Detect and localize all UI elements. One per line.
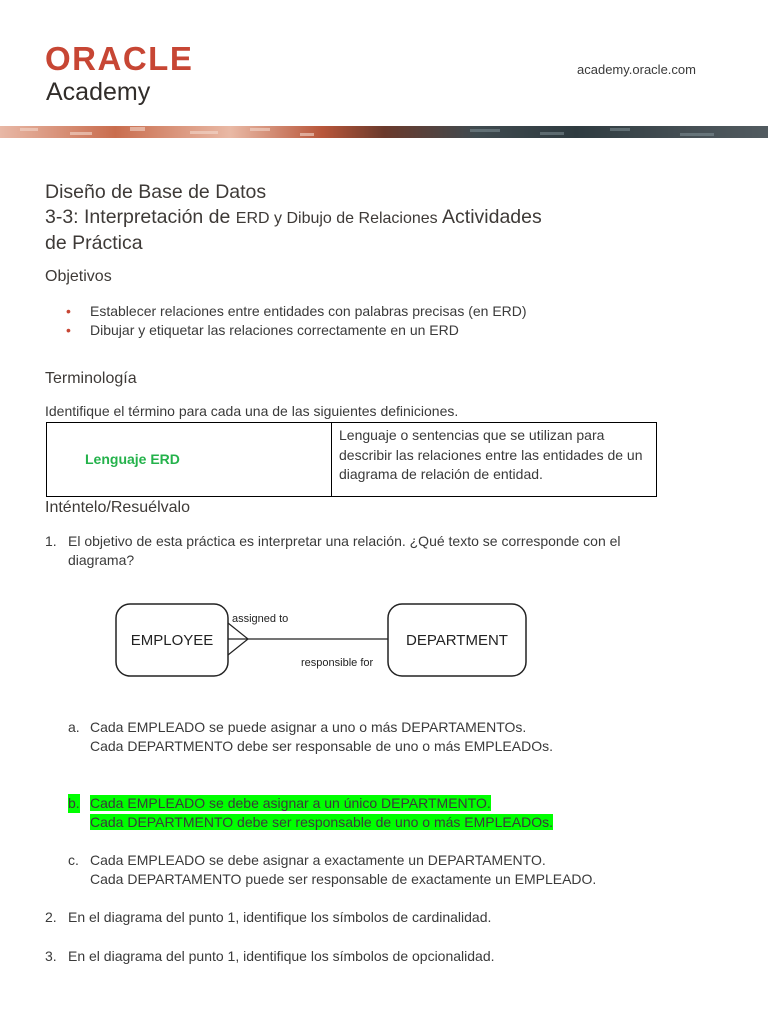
option-c-line1: Cada EMPLEADO se debe asignar a exactamente un DEPARTAMENTO.: [90, 852, 546, 868]
term-answer: Lenguaje ERD: [85, 451, 180, 467]
question-number: 1.: [45, 533, 57, 549]
objectives-heading: Objetivos: [45, 268, 112, 285]
question-2-text: En el diagrama del punto 1, identifique los símbolos de cardinalidad.: [68, 909, 492, 925]
document-title: [45, 180, 605, 256]
option-b-line2: Cada DEPARTMENTO debe ser responsable de uno o más EMPLEADOs.: [90, 814, 553, 830]
crows-foot-icon: [228, 639, 248, 655]
decorative-banner: [0, 126, 768, 138]
terminology-instruction: Identifique el término para cada una de las siguientes definiciones.: [45, 403, 459, 419]
objective-item: [66, 321, 527, 340]
bullet-icon: •: [66, 303, 71, 319]
question-3-text: En el diagrama del punto 1, identifique los símbolos de opcionalidad.: [68, 948, 495, 964]
terminology-table: [46, 422, 657, 497]
objective-text: Dibujar y etiquetar las relaciones correctamente en un ERD: [90, 322, 459, 338]
crows-foot-icon: [228, 623, 248, 639]
option-a[interactable]: [90, 718, 553, 756]
employee-entity-label: EMPLOYEE: [130, 632, 214, 649]
option-c[interactable]: [90, 851, 596, 889]
lesson-title-prefix: 3-3: Interpretación de: [45, 206, 236, 228]
option-b-selected[interactable]: [90, 794, 553, 832]
bullet-icon: •: [66, 322, 71, 338]
lesson-title-line2: de Práctica: [45, 232, 143, 254]
option-a-line1: Cada EMPLEADO se puede asignar a uno o más DEPARTAMENTOs.: [90, 719, 527, 735]
department-entity-label: DEPARTMENT: [406, 632, 508, 649]
relationship-label-top: assigned to: [232, 613, 289, 625]
objectives-list: [66, 302, 527, 340]
course-title: Diseño de Base de Datos: [45, 181, 267, 203]
question-number: 2.: [45, 909, 57, 925]
relationship-label-bottom: responsible for: [301, 657, 374, 669]
practice-heading: Inténtelo/Resuélvalo: [45, 499, 190, 516]
lesson-title-suffix: Actividades: [437, 206, 542, 228]
term-definition: Lenguaje o sentencias que se utilizan para describir las relaciones entre las entidades de un diagrama de relación de entidad.: [339, 427, 643, 482]
erd-diagram: [110, 598, 540, 688]
option-letter: b.: [68, 795, 80, 811]
option-letter: a.: [68, 719, 80, 735]
option-b-line1: Cada EMPLEADO se debe asignar a un único DEPARTMENTO.: [90, 795, 491, 811]
term-cell[interactable]: [47, 423, 332, 496]
lesson-title-erd: ERD y Dibujo de Relaciones: [235, 210, 438, 227]
oracle-logo: ORACLE: [45, 40, 194, 77]
question-number: 3.: [45, 948, 57, 964]
option-a-line2: Cada DEPARTMENTO debe ser responsable de uno o más EMPLEADOs.: [90, 738, 553, 754]
question-1-text: El objetivo de esta práctica es interpretar una relación. ¿Qué texto se corresponde con el diagrama?: [68, 533, 621, 568]
academy-logo-text: Academy: [46, 78, 151, 106]
site-url: academy.oracle.com: [577, 62, 696, 77]
lesson-title: [45, 205, 605, 231]
objective-item: [66, 302, 527, 321]
objective-text: Establecer relaciones entre entidades con palabras precisas (en ERD): [90, 303, 527, 319]
terminology-heading: Terminología: [45, 370, 137, 387]
option-c-line2: Cada DEPARTAMENTO puede ser responsable de exactamente un EMPLEADO.: [90, 871, 597, 887]
option-letter: c.: [68, 852, 79, 868]
